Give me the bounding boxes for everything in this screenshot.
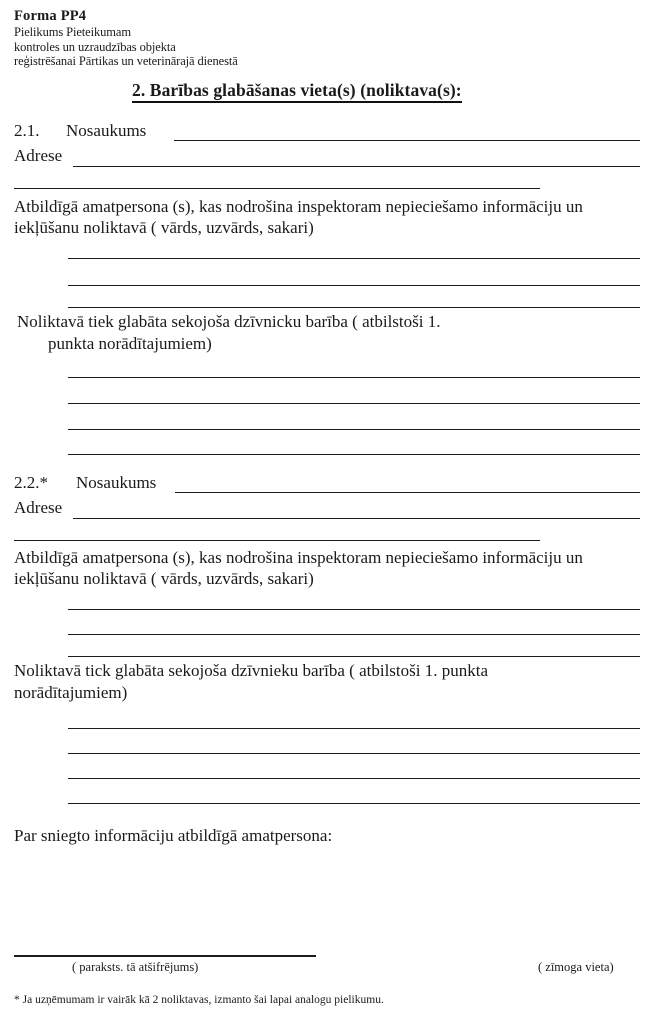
section-2-2-storage-text-line-1: Noliktavā tick glabāta sekojoša dzīvnieku barība ( atbilstoši 1. punkta [14,661,488,680]
section-2-1-address-label: Adrese [14,146,63,165]
section-2-1-storage-text-line-1: Noliktavā tiek glabāta sekojoša dzīvnicku barība ( atbilstoši 1. [17,312,441,331]
section-2-1-name-field[interactable] [174,140,640,141]
stamp-caption: ( zīmoga vieta) [538,960,614,974]
section-2-2-responsible-line-1[interactable] [68,609,640,610]
section-2-2-number: 2.2.* [14,473,48,492]
section-2-2-address-field[interactable] [73,518,640,519]
section-2-1-extra-rule[interactable] [14,188,540,189]
section-2-1-responsible-line-1[interactable] [68,258,640,259]
form-code: Forma PP4 [14,8,87,24]
responsible-statement: Par sniegto informāciju atbildīgā amatpersona: [14,826,333,845]
section-2-2-storage-line-2[interactable] [68,753,640,754]
section-2-2-address-label: Adrese [14,498,63,517]
section-2-1-address-field[interactable] [73,166,640,167]
section-2-1-storage-line-4[interactable] [68,454,640,455]
section-2-1-responsible-line-2[interactable] [68,285,640,286]
section-2-1-storage-text-line-2: punkta norādītajumiem) [48,334,212,353]
section-2-2-name-field[interactable] [175,492,640,493]
section-2-2-name-label: Nosaukums [76,473,157,492]
section-2-2-storage-line-1[interactable] [68,728,640,729]
section-2-1-number: 2.1. [14,121,40,140]
section-2-2-responsible-line-2[interactable] [68,634,640,635]
header-line-3: reģistrēšanai Pārtikas un veterinārajā dienestā [14,54,238,68]
section-2-2-extra-rule[interactable] [14,540,540,541]
section-2-1-responsible-text: Atbildīgā amatpersona (s), kas nodrošina inspektoram nepieciešamo informāciju un iekļūšanu noliktavā ( vārds, uzvārds, sakari) [14,197,583,237]
form-header [14,8,434,69]
section-2-2-responsible-text: Atbildīgā amatpersona (s), kas nodrošina inspektoram nepieciešamo informāciju un iekļūšanu noliktavā ( vārds, uzvārds, sakari) [14,548,583,588]
section-2-1-responsible-line-3[interactable] [68,307,640,308]
signature-caption: ( paraksts. tā atšifrējums) [72,960,199,974]
section-heading: 2. Barības glabāšanas vieta(s) (noliktava(s): [132,80,462,103]
section-2-1-storage-line-2[interactable] [68,403,640,404]
header-line-1: Pielikums Pieteikumam [14,25,131,39]
header-line-2: kontroles un uzraudzības objekta [14,39,176,54]
section-2-1-storage-line-3[interactable] [68,429,640,430]
section-2-2-storage-line-3[interactable] [68,778,640,779]
section-2-2-storage-line-4[interactable] [68,803,640,804]
section-2-1-storage-line-1[interactable] [68,377,640,378]
section-2-2-storage-text-line-2: norādītajumiem) [14,683,128,702]
section-2-1-name-label: Nosaukums [66,121,147,140]
signature-line[interactable] [14,955,316,957]
section-2-2-responsible-line-3[interactable] [68,656,640,657]
footnote: * Ja uzņēmumam ir vairāk kā 2 noliktavas, izmanto šai lapai analogu pielikumu. [14,994,384,1006]
